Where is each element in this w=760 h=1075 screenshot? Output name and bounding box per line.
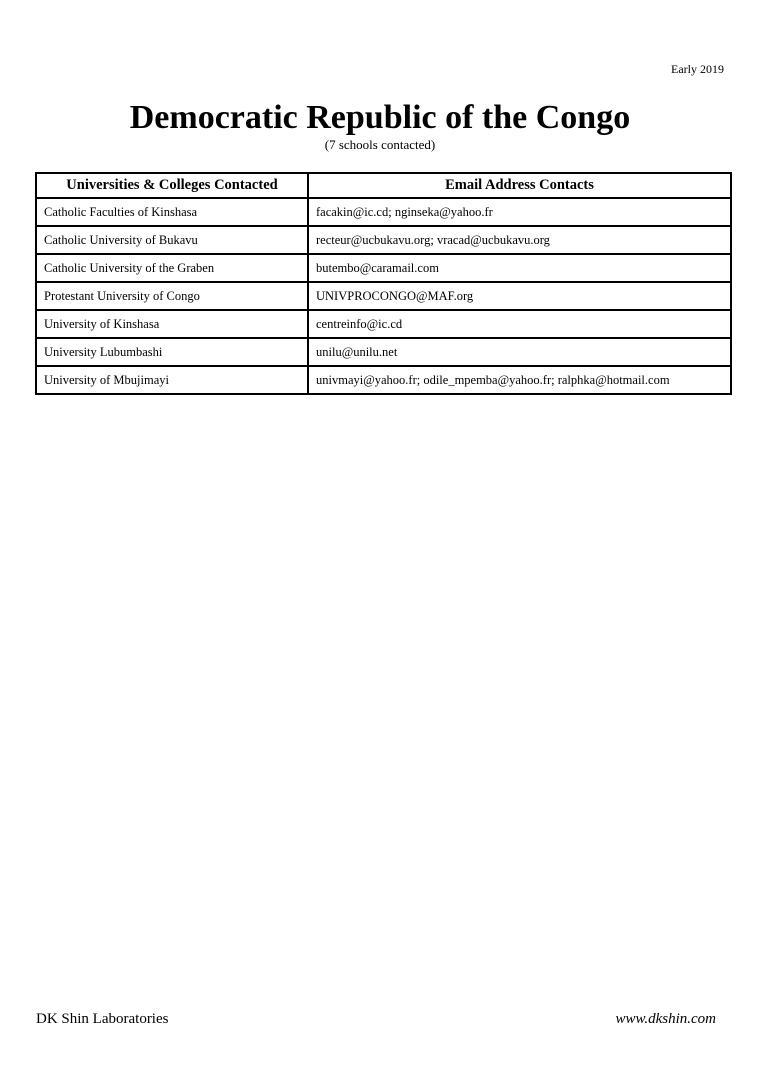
table-row [36, 282, 731, 310]
email-contacts: unilu@unilu.net [308, 338, 731, 366]
table-row [36, 338, 731, 366]
column-header-school: Universities & Colleges Contacted [36, 173, 308, 198]
contacts-table-container [35, 172, 730, 395]
table-header-row [36, 173, 731, 198]
column-header-email: Email Address Contacts [308, 173, 731, 198]
table-row [36, 226, 731, 254]
school-name: University Lubumbashi [36, 338, 308, 366]
school-name: Catholic University of Bukavu [36, 226, 308, 254]
school-name: University of Kinshasa [36, 310, 308, 338]
email-contacts: univmayi@yahoo.fr; odile_mpemba@yahoo.fr; ralphka@hotmail.com [316, 372, 670, 387]
school-name: Catholic University of the Graben [36, 254, 308, 282]
email-contacts: recteur@ucbukavu.org; vracad@ucbukavu.org [308, 226, 731, 254]
page-subtitle: (7 schools contacted) [324, 137, 436, 152]
page-title: Democratic Republic of the Congo [129, 99, 631, 136]
school-name: Catholic Faculties of Kinshasa [36, 198, 308, 226]
date-stamp: Early 2019 [671, 62, 724, 76]
email-contacts: UNIVPROCONGO@MAF.org [308, 282, 731, 310]
email-contacts: butembo@caramail.com [308, 254, 731, 282]
table-row [36, 366, 731, 394]
footer-organization: DK Shin Laboratories [36, 1011, 169, 1027]
email-contacts: centreinfo@ic.cd [308, 310, 731, 338]
table-row [36, 198, 731, 226]
school-name: Protestant University of Congo [36, 282, 308, 310]
table-row [36, 310, 731, 338]
email-contacts: facakin@ic.cd; nginseka@yahoo.fr [308, 198, 731, 226]
school-name: University of Mbujimayi [36, 366, 308, 394]
contacts-table [35, 172, 732, 395]
footer-website: www.dkshin.com [615, 1011, 716, 1027]
table-row [36, 254, 731, 282]
